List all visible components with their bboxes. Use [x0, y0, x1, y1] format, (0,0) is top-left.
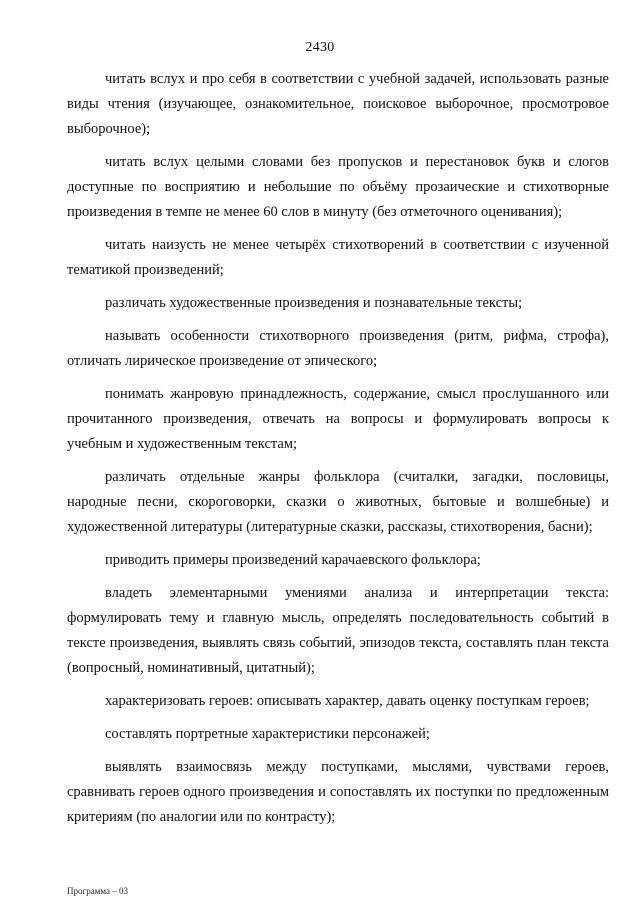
- paragraph: владеть элементарными умениями анализа и интерпретации текста: формулировать тему и главную мысль, определять последовательность событий в тексте произведения, выявлять связь событий, эпизодов текста, составлять план текста (вопросный, номинативный, цитатный);: [67, 585, 609, 676]
- paragraph: читать наизусть не менее четырёх стихотворений в соответствии с изученной тематикой произведений;: [67, 237, 609, 278]
- paragraph: читать вслух целыми словами без пропусков и перестановок букв и слогов доступные по восприятию и небольшие по объёму прозаические и стихотворные произведения в темпе не менее 60 слов в минуту (без отметочного оценивания);: [67, 154, 609, 220]
- paragraph: называть особенности стихотворного произведения (ритм, рифма, строфа), отличать лирическое произведение от эпического;: [67, 328, 609, 369]
- paragraph: выявлять взаимосвязь между поступками, мыслями, чувствами героев, сравнивать героев одного произведения и сопоставлять их поступки по предложенным критериям (по аналогии или по контрасту);: [67, 759, 609, 825]
- paragraph: различать художественные произведения и познавательные тексты;: [105, 295, 523, 311]
- document-body: [67, 67, 609, 830]
- paragraph: читать вслух и про себя в соответствии с учебной задачей, использовать разные виды чтения (изучающее, ознакомительное, поисковое выборочное, просмотровое выборочное);: [67, 71, 609, 137]
- paragraph: составлять портретные характеристики персонажей;: [105, 726, 430, 742]
- paragraph: понимать жанровую принадлежность, содержание, смысл прослушанного или прочитанного произведения, отвечать на вопросы и формулировать вопросы к учебным и художественным текстам;: [67, 386, 609, 452]
- paragraph: характеризовать героев: описывать характер, давать оценку поступкам героев;: [105, 693, 590, 709]
- page-number: 2430: [305, 40, 335, 55]
- paragraph: различать отдельные жанры фольклора (считалки, загадки, пословицы, народные песни, скороговорки, сказки о животных, бытовые и волшебные) и художественной литературы (литературные сказки, рассказы, стихотворения, басни);: [67, 469, 609, 535]
- paragraph: приводить примеры произведений карачаевского фольклора;: [105, 552, 481, 568]
- page-footer: Программа – 03: [67, 886, 129, 896]
